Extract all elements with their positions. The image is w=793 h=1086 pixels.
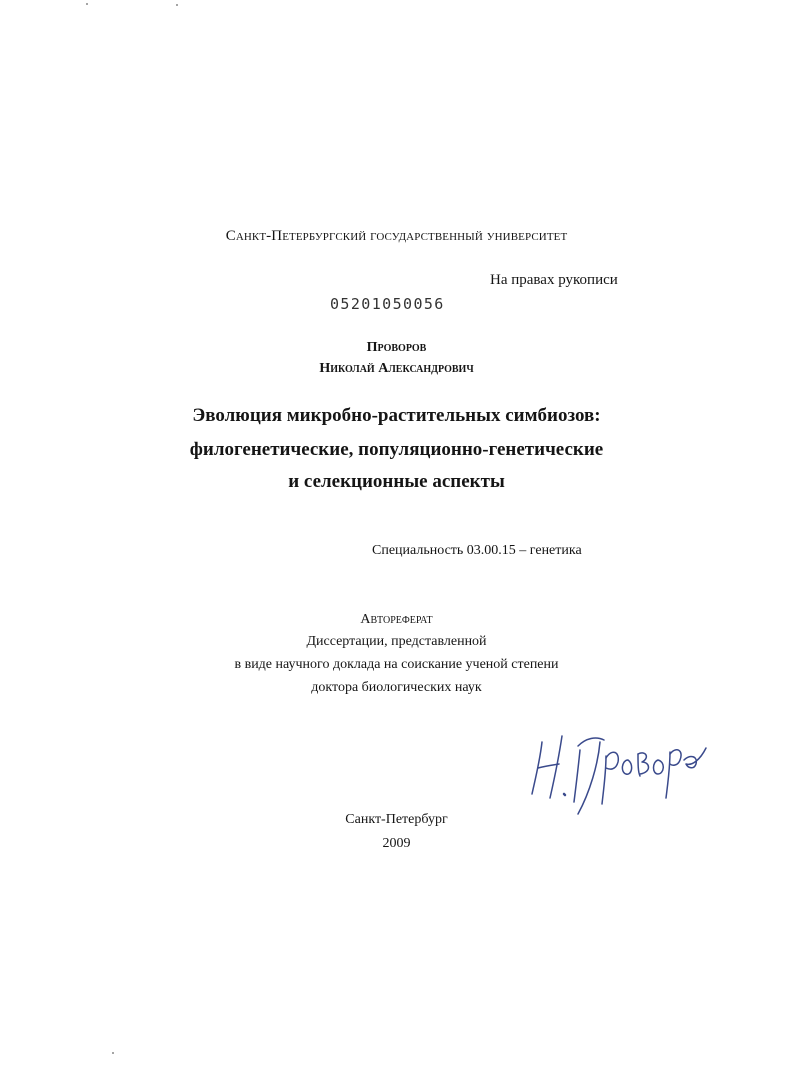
catalog-number-stamp: 05201050056 — [330, 295, 445, 313]
university-name: Санкт-Петербургский государственный университет — [225, 228, 568, 244]
manuscript-rights-note: На правах рукописи — [490, 272, 618, 288]
abstract-line-1: Диссертации, представленной — [306, 634, 487, 649]
author-given-name: Николай Александрович — [319, 361, 474, 376]
abstract-line-3: доктора биологических наук — [311, 680, 482, 695]
title-line-1: Эволюция микробно-растительных симбиозов: — [192, 405, 601, 426]
author-signature — [520, 720, 710, 815]
title-line-3: и селекционные аспекты — [288, 471, 505, 492]
scan-speck — [86, 3, 88, 5]
publication-city: Санкт-Петербург — [345, 812, 448, 827]
author-surname: Проворов — [366, 340, 427, 355]
abstract-line-2: в виде научного доклада на соискание ученой степени — [234, 657, 559, 672]
title-line-2: филогенетические, популяционно-генетические — [189, 439, 604, 460]
abstract-label: Автореферат — [360, 612, 433, 627]
specialty-line: Специальность 03.00.15 – генетика — [372, 543, 582, 558]
scan-speck — [112, 1052, 114, 1054]
publication-year: 2009 — [382, 836, 411, 851]
scan-speck — [176, 4, 178, 6]
